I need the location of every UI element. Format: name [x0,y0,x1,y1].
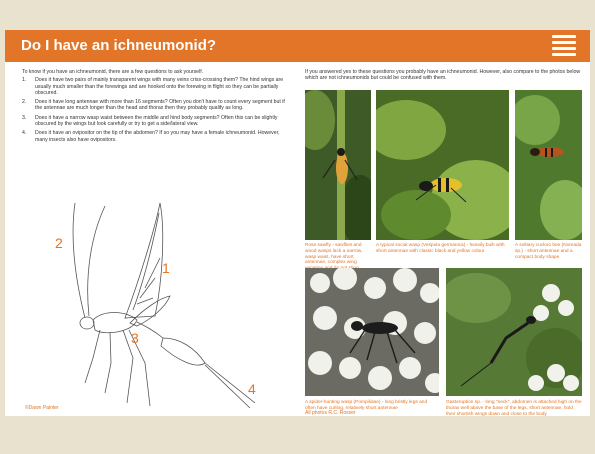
question-number: 3. [22,114,27,121]
hamburger-menu-icon[interactable] [552,35,576,56]
question-item [22,99,290,112]
photo-caption-cuckoo-bee: A solitary cuckoo bee (Nomada sp.) - short antennae and a compact body shape [515,243,582,260]
diagram-credit: ©Dawn Painter [25,405,59,411]
diagram-label-2: 2 [55,235,63,251]
page-header [5,30,590,62]
diagram-label-1: 1 [162,260,170,276]
question-number: 4. [22,130,27,137]
question-item [22,115,290,128]
photos-credit: All photos R.C. Rosser [305,410,356,416]
question-number: 2. [22,99,27,106]
question-text: Does it have a narrow wasp waist between the middle and hind body segments? Often this can be slightly obscured by the wings but look carefully or try to get a side/lateral view. [35,114,278,128]
photo-social-wasp [376,90,509,240]
comparison-intro: If you answered yes to these questions you probably have an ichneumonid. However, also compare to the photos below which are not ichneumonids but could be confused with them. [305,69,581,82]
diagram-label-3: 3 [131,330,139,346]
question-item [22,130,290,143]
diagram-label-4: 4 [248,381,256,397]
photo-caption-rose-sawfly: Rose sawfly - sawflies and wood wasps lack a narrow, wasp waist, have short antennae, complex wing [305,243,363,266]
photo-cuckoo-bee [515,90,582,240]
photo-rose-sawfly [305,90,371,240]
question-item [22,77,290,96]
photo-caption-spider-hunting-wasp: A spider-hunting wasp (Pompilidae) - long bristly legs and often have curling, relatively short antennae [305,400,428,411]
question-text: Does it have two pairs of mainly transparent wings with many veins criss-crossing them? The hind wings are usually much smaller than the forewings and are hooked onto the forewing in flight so they can be partially obscured. [35,77,284,96]
ichneumonid-diagram [45,198,285,413]
content-page [5,30,590,416]
photo-caption-gasteruption: Gasteruption sp. - long "neck", abdomen is attached high on the thorax well above the base of the legs, short antennae, hold their shortish wings down and close to the body [446,400,582,416]
question-number: 1. [22,77,27,84]
question-text: Does it have long antennae with more than 16 segments? Often you don't have to count every segment but if the antennae are much longer than the head and thorax then they probably qualify as long. [35,99,285,112]
photo-caption-social-wasp: A typical social wasp (Vespula germanica) - heavily built with short antennae with classic black and yellow colour [376,243,505,254]
question-text: Does it have an ovipositor on the tip of the abdomen? If so you may have a female ichneumonid. However, many insects also have ovipositors. [35,130,280,143]
questions-lead: To know if you have an ichneumonid, there are a few questions to ask yourself. [22,69,204,75]
questions-section [22,69,290,146]
photo-gasteruption [446,268,582,396]
photo-spider-hunting-wasp [305,268,439,396]
questions-list [22,77,290,143]
page-title: Do I have an ichneumonid? [21,37,217,54]
